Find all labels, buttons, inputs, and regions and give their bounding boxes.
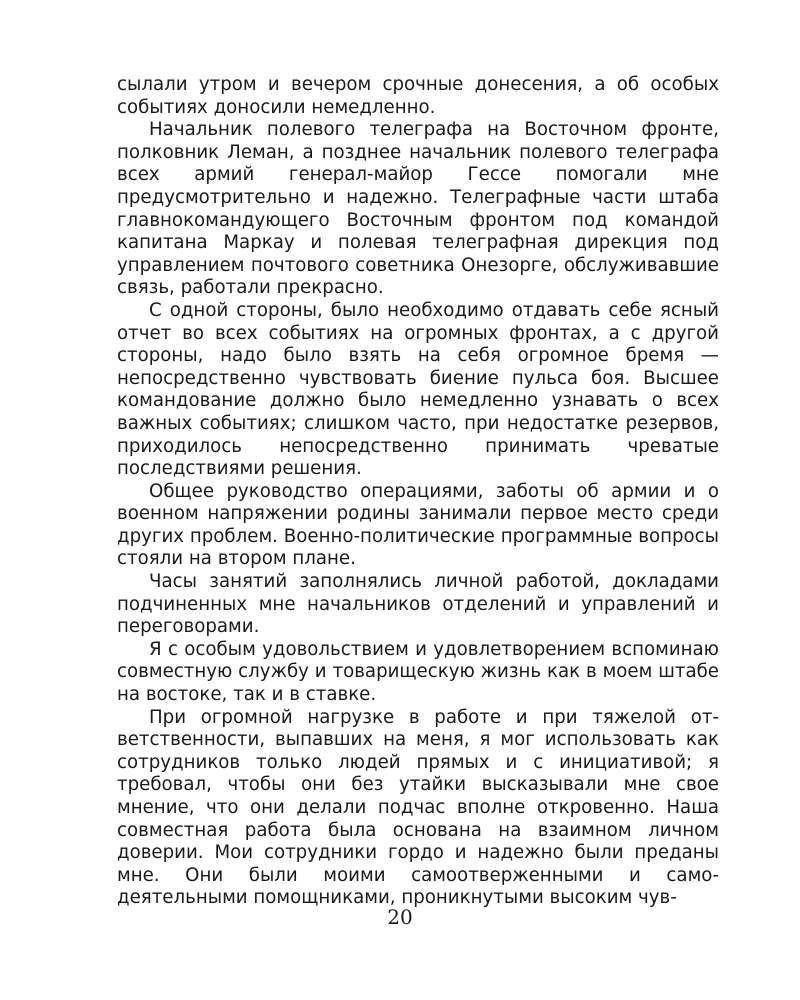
paragraph: сылали утром и вечером срочные донесения, а об особых событиях доносили немедленно. xyxy=(117,74,719,118)
paragraph: Часы занятий заполнялись личной работой, докладами подчиненных мне начальников отделений и управлений и переговорами. xyxy=(117,571,719,638)
paragraph: Я с особым удовольствием и удовлетворением вспоминаю совместную службу и товарищескую жизнь как в моем штабе на востоке, так и в ставке. xyxy=(117,638,719,706)
page-number: 20 xyxy=(387,905,413,929)
paragraph: При огромной нагрузке в работе и при тяжелой ответственности, выпавших на меня, я мог использовать как сотрудников только людей прямых и с инициативой; я требовал, чтобы они без утайки высказывали мне свое мнение, что они делали подчас вполне откровенно. Наша совместная работа была основана на взаимном личном доверии. Мои сотрудники гордо и надежно были преданы мне. Они были моими самоотверженными и самодеятельными помощниками, проникнутыми высоким чув- xyxy=(117,706,719,909)
body-text xyxy=(117,74,719,910)
paragraph: Начальник полевого телеграфа на Восточном фронте, полковник Леман, а позднее начальник полевого телеграфа всех армий генерал-майор Гессе помогали мне предусмотрительно и надежно. Телеграфные части штаба главнокомандующего Восточным фронтом под командой капитана Маркау и полевая телеграфная дирекция под управлением почтового советника Онезорге, обслуживавшие связь, работали прекрасно. xyxy=(117,119,719,299)
paragraph: Общее руководство операциями, заботы об армии и о военном напряжении родины занимали первое место среди других проблем. Военно-политические программные вопросы стояли на втором плане. xyxy=(117,480,719,570)
paragraph: С одной стороны, было необходимо отдавать себе ясный отчет во всех событиях на огромных фронтах, а с другой стороны, надо было взять на себя огромное бремя — непосредственно чувствовать биение пульса боя. Высшее командование должно было немедленно узнавать о всех важных событиях; слишком часто, при недостатке резервов, приходилось непосредственно принимать чреватые последствиями решения. xyxy=(117,299,719,480)
